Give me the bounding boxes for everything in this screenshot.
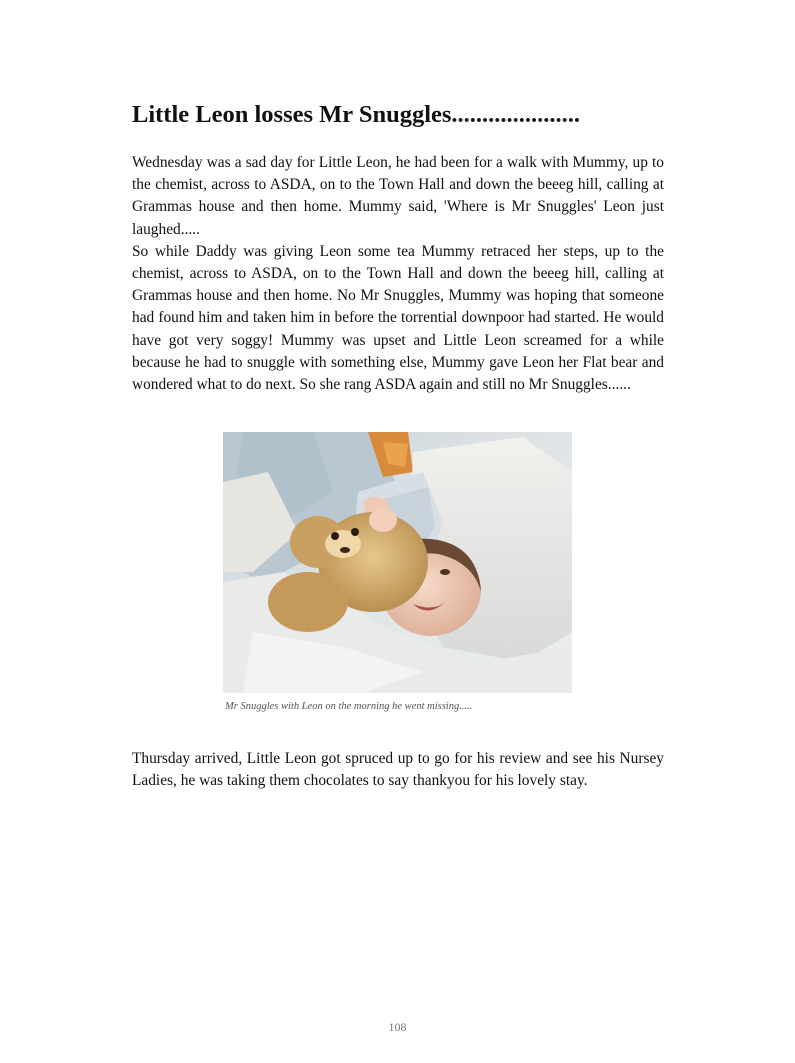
- page-title: Little Leon losses Mr Snuggles.....................: [132, 101, 581, 128]
- page-number: 108: [388, 1020, 407, 1034]
- story-text-top: [132, 152, 664, 396]
- paragraph-wednesday: Wednesday was a sad day for Little Leon, he had been for a walk with Mummy, up to the chemist, across to ASDA, on to the Town Hall and down the beeeg hill, calling at Grammas house and then home. Mummy said, 'Where is Mr Snuggles' Leon just laughed.....: [132, 154, 664, 238]
- photo-caption: Mr Snuggles with Leon on the morning he went missing.....: [225, 701, 473, 712]
- story-text-bottom: [132, 748, 664, 792]
- paragraph-retraced-steps: So while Daddy was giving Leon some tea Mummy retraced her steps, up to the chemist, across to ASDA, on to the Town Hall and down the beeeg hill, calling at Grammas house and then home. No Mr Snuggles, Mummy was hoping that someone had found him and taken him in before the torrential downpoor had started. He would have got very soggy! Mummy was upset and Little Leon screamed for a while because he had to snuggle with something else, Mummy gave Leon her Flat bear and wondered what to do next. So she rang ASDA again and still no Mr Snuggles......: [132, 242, 664, 394]
- paragraph-thursday: Thursday arrived, Little Leon got spruced up to go for his review and see his Nursey Ladies, he was taking them chocolates to say thankyou for his lovely stay.: [132, 750, 664, 790]
- photo-leon-with-mr-snuggles: [223, 432, 572, 693]
